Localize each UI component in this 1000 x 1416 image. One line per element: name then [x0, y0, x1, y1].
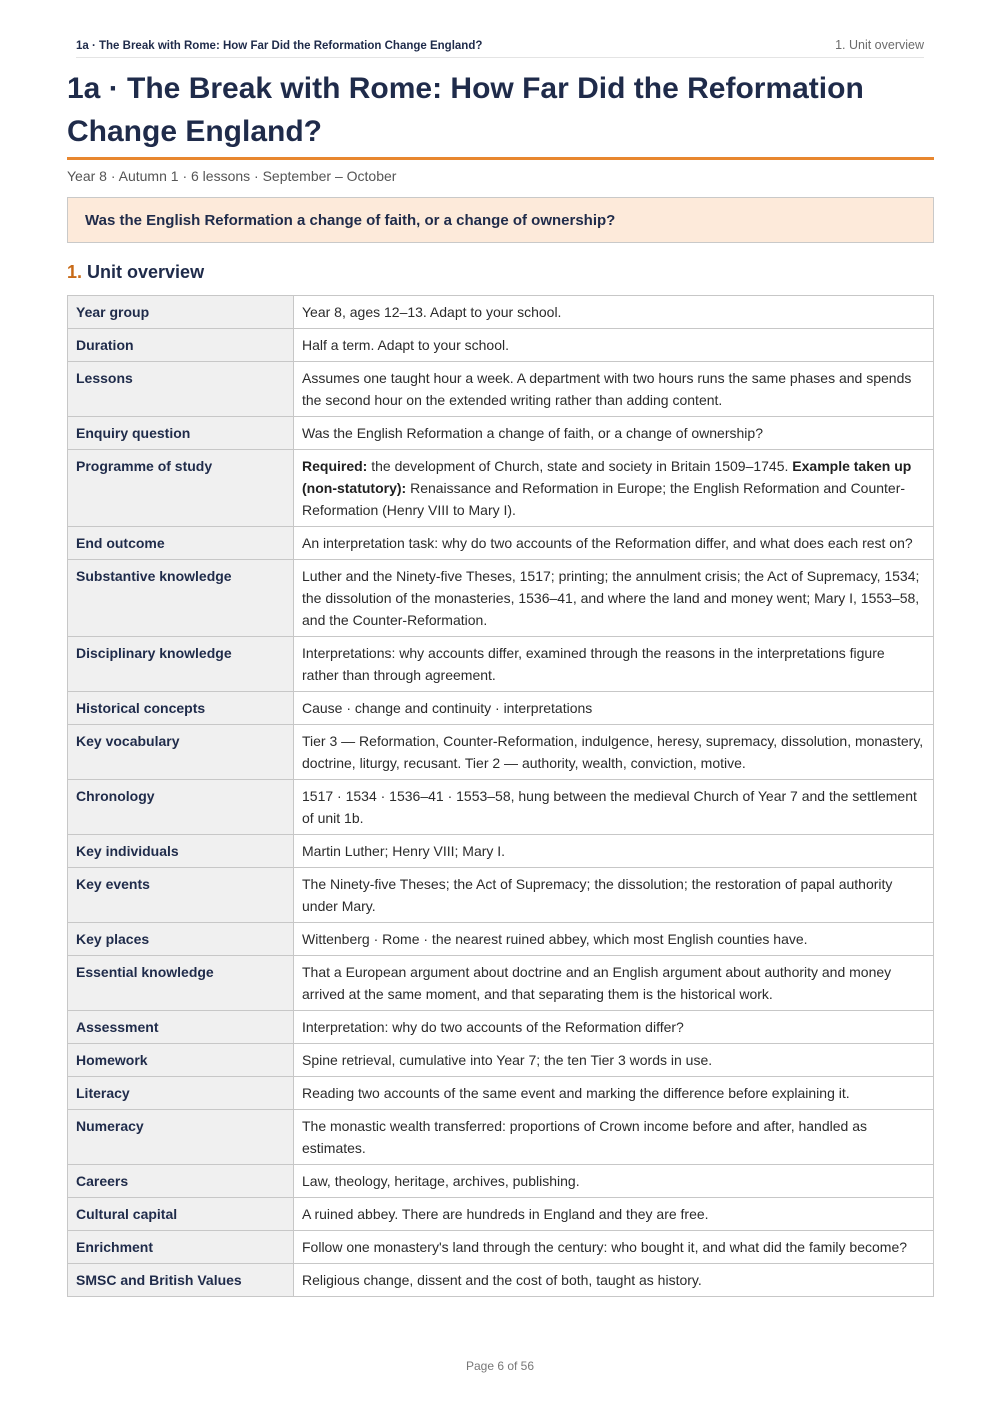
title-underline	[67, 157, 934, 160]
row-label: Key events	[68, 868, 294, 923]
row-label: Cultural capital	[68, 1198, 294, 1231]
row-value: 1517 · 1534 · 1536–41 · 1553–58, hung between the medieval Church of Year 7 and the settlement of unit 1b.	[294, 780, 934, 835]
row-value: Assumes one taught hour a week. A department with two hours runs the same phases and spends the second hour on the extended writing rather than adding content.	[294, 362, 934, 417]
row-label: Substantive knowledge	[68, 560, 294, 637]
table-row	[68, 1011, 934, 1044]
row-label: Essential knowledge	[68, 956, 294, 1011]
unit-meta: Year 8 · Autumn 1 · 6 lessons · September – October	[67, 168, 397, 184]
section-title: Unit overview	[87, 262, 205, 282]
row-value: Reading two accounts of the same event and marking the difference before explaining it.	[294, 1077, 934, 1110]
unit-overview-table	[67, 295, 934, 1297]
table-row	[68, 296, 934, 329]
page-number: Page 6 of 56	[465, 1359, 535, 1373]
table-row	[68, 362, 934, 417]
running-header	[76, 38, 924, 58]
enquiry-question-callout	[67, 197, 934, 243]
table-row	[68, 329, 934, 362]
row-value: Follow one monastery's land through the century: who bought it, and what did the family become?	[294, 1231, 934, 1264]
row-value: Tier 3 — Reformation, Counter-Reformation, indulgence, heresy, supremacy, dissolution, monastery, doctrine, liturgy, recusant. Tier 2 — authority, wealth, conviction, motive.	[294, 725, 934, 780]
row-value: The monastic wealth transferred: proportions of Crown income before and after, handled as estimates.	[294, 1110, 934, 1165]
row-value-bold-label: Example taken up (non-statutory):	[302, 458, 912, 496]
row-value: An interpretation task: why do two accounts of the Reformation differ, and what does each rest on?	[294, 527, 934, 560]
table-row	[68, 692, 934, 725]
row-value: Interpretation: why do two accounts of the Reformation differ?	[294, 1011, 934, 1044]
row-label: Programme of study	[68, 450, 294, 527]
table-row	[68, 868, 934, 923]
page-title: 1a · The Break with Rome: How Far Did the Reformation Change England?	[67, 72, 864, 148]
table-row	[68, 1077, 934, 1110]
row-label: Key vocabulary	[68, 725, 294, 780]
row-label: Assessment	[68, 1011, 294, 1044]
row-label: Key individuals	[68, 835, 294, 868]
row-value: Year 8, ages 12–13. Adapt to your school.	[294, 296, 934, 329]
row-label: Lessons	[68, 362, 294, 417]
row-label: Duration	[68, 329, 294, 362]
row-label: Disciplinary knowledge	[68, 637, 294, 692]
row-value-text: Renaissance and Reformation in Europe; the English Reformation and Counter-Reformation (Henry VIII to Mary I).	[302, 480, 906, 518]
row-value: Cause · change and continuity · interpretations	[294, 692, 934, 725]
table-row	[68, 527, 934, 560]
row-label: Numeracy	[68, 1110, 294, 1165]
row-value: The Ninety-five Theses; the Act of Supremacy; the dissolution; the restoration of papal authority under Mary.	[294, 868, 934, 923]
table-row	[68, 923, 934, 956]
row-value: Half a term. Adapt to your school.	[294, 329, 934, 362]
row-value: Law, theology, heritage, archives, publishing.	[294, 1165, 934, 1198]
row-value-text: the development of Church, state and society in Britain 1509–1745.	[367, 458, 793, 474]
row-value: That a European argument about doctrine and an English argument about authority and money arrived at the same moment, and that separating them is the historical work.	[294, 956, 934, 1011]
table-row	[68, 1044, 934, 1077]
section-heading	[67, 262, 204, 283]
row-value	[294, 450, 934, 527]
row-label: Homework	[68, 1044, 294, 1077]
row-value: Was the English Reformation a change of faith, or a change of ownership?	[294, 417, 934, 450]
enquiry-question-text: Was the English Reformation a change of faith, or a change of ownership?	[85, 211, 616, 229]
row-label: End outcome	[68, 527, 294, 560]
section-number: 1.	[67, 262, 83, 282]
table-row	[68, 1110, 934, 1165]
table-row	[68, 637, 934, 692]
row-value: Spine retrieval, cumulative into Year 7; the ten Tier 3 words in use.	[294, 1044, 934, 1077]
row-label: Chronology	[68, 780, 294, 835]
table-row	[68, 560, 934, 637]
row-value: Luther and the Ninety-five Theses, 1517; printing; the annulment crisis; the Act of Supremacy, 1534; the dissolution of the monasteries, 1536–41, and where the land and money went; Mary I, 1553–58, and the Counter-Reformation.	[294, 560, 934, 637]
row-value: Martin Luther; Henry VIII; Mary I.	[294, 835, 934, 868]
table-row	[68, 1198, 934, 1231]
table-row	[68, 450, 934, 527]
row-value: Interpretations: why accounts differ, examined through the reasons in the interpretations figure rather than through agreement.	[294, 637, 934, 692]
row-label: Historical concepts	[68, 692, 294, 725]
row-label: Careers	[68, 1165, 294, 1198]
row-value: Religious change, dissent and the cost of both, taught as history.	[294, 1264, 934, 1297]
table-row	[68, 417, 934, 450]
table-row	[68, 780, 934, 835]
table-row	[68, 1264, 934, 1297]
table-row	[68, 835, 934, 868]
row-label: SMSC and British Values	[68, 1264, 294, 1297]
row-label: Key places	[68, 923, 294, 956]
table-row	[68, 956, 934, 1011]
row-value: A ruined abbey. There are hundreds in England and they are free.	[294, 1198, 934, 1231]
running-header-title: 1a · The Break with Rome: How Far Did the Reformation Change England?	[76, 40, 483, 52]
row-label: Year group	[68, 296, 294, 329]
table-row	[68, 1165, 934, 1198]
row-value: Wittenberg · Rome · the nearest ruined abbey, which most English counties have.	[294, 923, 934, 956]
row-label: Literacy	[68, 1077, 294, 1110]
row-label: Enquiry question	[68, 417, 294, 450]
row-label: Enrichment	[68, 1231, 294, 1264]
table-row	[68, 725, 934, 780]
row-value-bold-label: Required:	[302, 458, 368, 474]
running-header-section: 1. Unit overview	[835, 38, 924, 52]
table-row	[68, 1231, 934, 1264]
